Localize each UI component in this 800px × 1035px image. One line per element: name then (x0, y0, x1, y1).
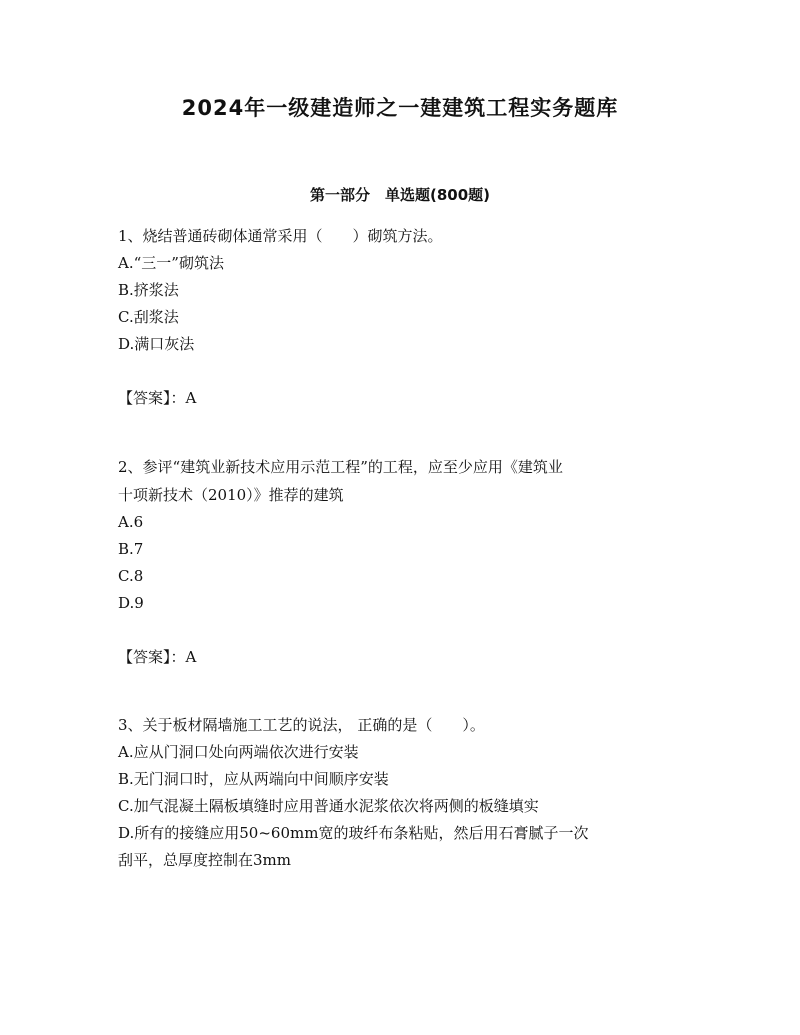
document-title: 2024年一级建造师之一建建筑工程实务题库 (181, 96, 619, 120)
question-3 (118, 711, 688, 874)
option-c: C.加气混凝土隔板填缝时应用普通水泥浆依次将两侧的板缝填实 (118, 797, 539, 815)
option-c: C.8 (118, 567, 144, 585)
option-d-continued: 刮平，总厚度控制在3mm (118, 851, 291, 869)
question-1 (118, 222, 688, 358)
option-a: A.“三一”砌筑法 (118, 254, 224, 272)
question-stem: 2、参评“建筑业新技术应用示范工程”的工程，应至少应用《建筑业 (118, 458, 563, 476)
option-a: A.应从门洞口处向两端依次进行安装 (118, 743, 359, 761)
option-d: D.满口灰法 (118, 335, 195, 353)
option-b: B.挤浆法 (118, 281, 179, 299)
option-d: D.9 (118, 594, 144, 612)
question-stem-continued: 十项新技术（2010）》推荐的建筑 (118, 486, 344, 504)
answer-2: 【答案】：A (118, 648, 197, 666)
option-b: B.7 (118, 540, 144, 558)
question-stem: 1、烧结普通砖砌体通常采用（ ）砌筑方法。 (118, 227, 443, 245)
option-d: D.所有的接缝应用50~60mm宽的玻纤布条粘贴，然后用石膏腻子一次 (118, 824, 589, 842)
option-c: C.刮浆法 (118, 308, 179, 326)
option-b: B.无门洞口时，应从两端向中间顺序安装 (118, 770, 389, 788)
section-heading: 第一部分 单选题(800题) (309, 186, 491, 204)
question-stem: 3、关于板材隔墙施工工艺的说法， 正确的是（ ）。 (118, 716, 485, 734)
question-2 (118, 453, 688, 617)
answer-1: 【答案】：A (118, 389, 197, 407)
option-a: A.6 (118, 513, 144, 531)
